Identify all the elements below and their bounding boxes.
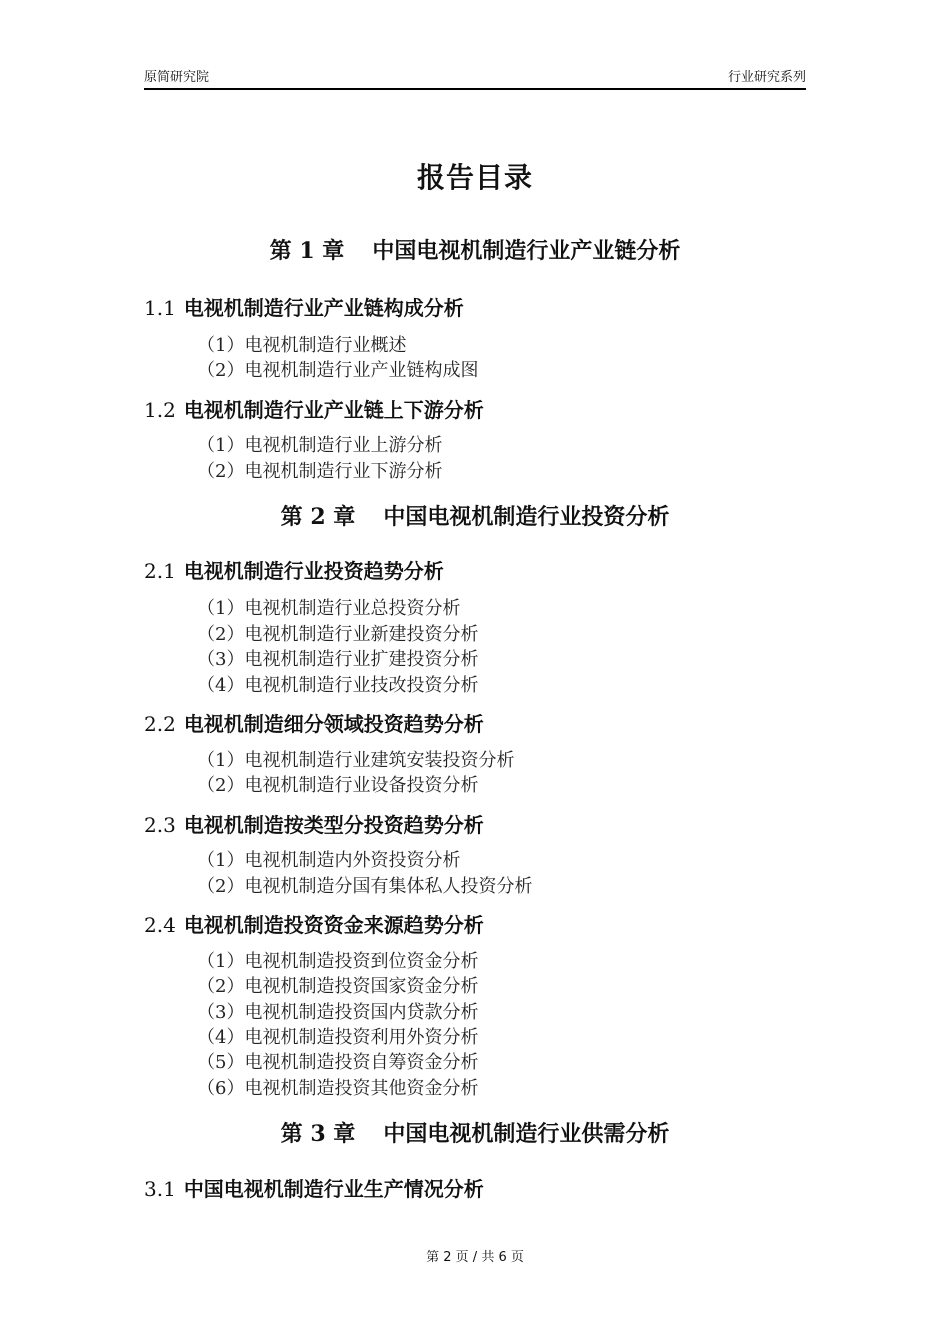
section-title: 电视机制造行业产业链上下游分析 [183,398,484,422]
toc-item: （1）电视机制造内外资投资分析 [197,850,461,871]
toc-item: （2）电视机制造行业新建投资分析 [197,624,479,645]
toc-item: （1）电视机制造投资到位资金分析 [197,951,479,972]
page-footer: 第 2 页 / 共 6 页 [426,1250,524,1265]
chapter-number: 第 3 章 [280,1121,356,1147]
toc-item: （3）电视机制造行业扩建投资分析 [197,649,479,670]
toc-item: （1）电视机制造行业建筑安装投资分析 [197,750,515,771]
toc-item: （6）电视机制造投资其他资金分析 [197,1078,479,1099]
section-number: 1.1 [144,296,176,320]
toc-item: （2）电视机制造行业产业链构成图 [197,360,479,381]
chapter-heading [0,500,950,531]
section-number: 2.1 [144,559,176,583]
section-heading [144,394,484,423]
toc-item: （2）电视机制造分国有集体私人投资分析 [197,876,533,897]
header-org: 原简研究院 [144,70,210,85]
section-heading [144,1173,484,1202]
toc-item: （2）电视机制造投资国家资金分析 [197,976,479,997]
section-number: 1.2 [144,398,176,422]
section-title: 电视机制造投资资金来源趋势分析 [183,913,484,937]
page-header [144,68,806,90]
section-title: 电视机制造细分领域投资趋势分析 [183,712,484,736]
toc-item: （4）电视机制造投资利用外资分析 [197,1027,479,1048]
chapter-title: 中国电视机制造行业产业链分析 [372,238,681,264]
toc-item: （2）电视机制造行业下游分析 [197,461,443,482]
section-heading [144,708,484,737]
section-number: 2.3 [144,813,176,837]
toc-item: （3）电视机制造投资国内贷款分析 [197,1002,479,1023]
section-heading [144,809,484,838]
toc-item: （2）电视机制造行业设备投资分析 [197,775,479,796]
chapter-title: 中国电视机制造行业供需分析 [383,1121,670,1147]
toc-item: （5）电视机制造投资自筹资金分析 [197,1052,479,1073]
page-title: 报告目录 [416,161,533,194]
section-number: 3.1 [144,1177,176,1201]
section-number: 2.2 [144,712,176,736]
chapter-title: 中国电视机制造行业投资分析 [383,504,670,530]
chapter-heading [0,234,950,265]
chapter-heading [0,1117,950,1148]
section-title: 电视机制造行业产业链构成分析 [183,296,464,320]
toc-item: （4）电视机制造行业技改投资分析 [197,675,479,696]
section-title: 电视机制造按类型分投资趋势分析 [183,813,484,837]
chapter-number: 第 1 章 [269,238,345,264]
chapter-number: 第 2 章 [280,504,356,530]
section-heading [144,909,484,938]
toc-item: （1）电视机制造行业概述 [197,335,407,356]
section-title: 中国电视机制造行业生产情况分析 [183,1177,484,1201]
toc-item: （1）电视机制造行业上游分析 [197,435,443,456]
header-series: 行业研究系列 [727,70,806,85]
toc-item: （1）电视机制造行业总投资分析 [197,598,461,619]
section-number: 2.4 [144,913,176,937]
section-heading [144,555,444,584]
section-heading [144,292,464,321]
section-title: 电视机制造行业投资趋势分析 [183,559,444,583]
